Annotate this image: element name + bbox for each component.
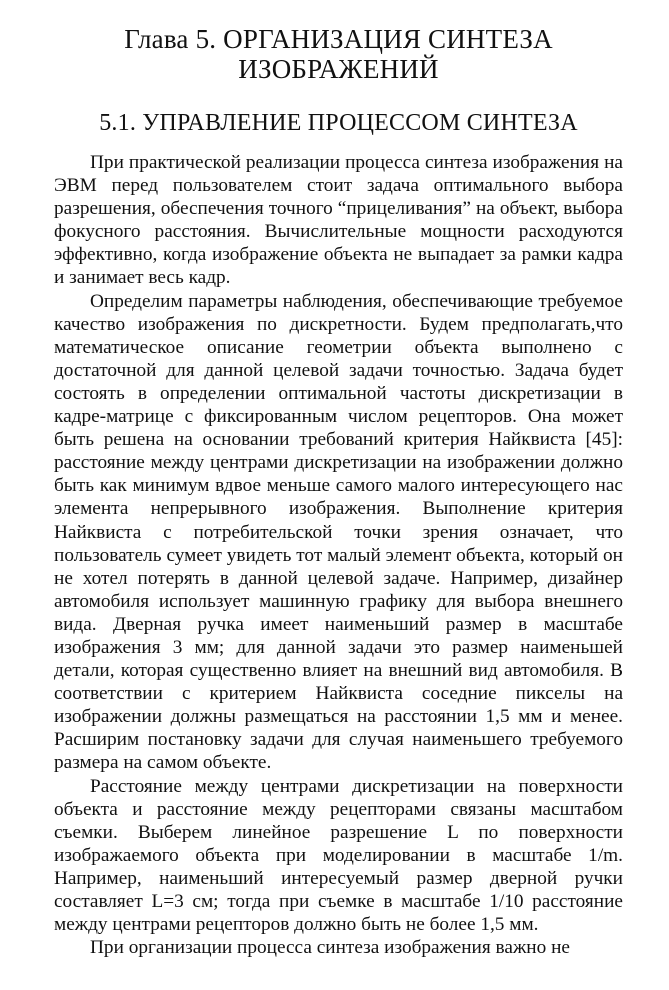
chapter-title-line-2: ИЗОБРАЖЕНИЙ — [238, 54, 439, 84]
chapter-title — [54, 24, 623, 84]
paragraph: При организации процесса синтеза изображения важно не — [90, 937, 570, 959]
chapter-title-line-1: Глава 5. ОРГАНИЗАЦИЯ СИНТЕЗА — [124, 24, 553, 54]
section-title: 5.1. УПРАВЛЕНИЕ ПРОЦЕССОМ СИНТЕЗА — [99, 110, 578, 136]
paragraph: Расстояние между центрами дискретизации на поверхности объекта и расстояние между рецепторами связаны масштабом съемки. Выберем линейное разрешение L по поверхности изображаемого объекта при моделировании в масштабе 1/m. Например, наименьший интересуемый размер дверной ручки составляет L=3 см; тогда при съемке в масштабе 1/10 расстояние между центрами рецепторов должно быть не более 1,5 мм. — [54, 775, 623, 936]
paragraph: Определим параметры наблюдения, обеспечивающие требуемое качество изображения по дискретности. Будем предполагать,что математическое описание геометрии объекта выполнено с достаточной для данной целевой задачи точностью. Задача будет состоять в определении оптимальной частоты дискретизации в кадре-матрице с фиксированным числом рецепторов. Она может быть решена на основании требований критерия Найквиста [45]: расстояние между центрами дискретизации на изображении должно быть как минимум вдвое меньше самого малого интересующего нас элемента непрерывного изображения. Выполнение критерия Найквиста с потребительской точки зрения означает, что пользователь сумеет увидеть тот малый элемент объекта, который он не хотел потерять в данной целевой задаче. Например, дизайнер автомобиля использует машинную графику для выбора внешнего вида. Дверная ручка имеет наименьший размер в масштабе изображения 3 мм; для данной задачи это размер наименьшей детали, которая существенно влияет на внешний вид автомобиля. В соответствии с критерием Найквиста соседние пикселы на изображении должны размещаться на расстоянии 1,5 мм и менее. Расширим постановку задачи для случая наименьшего требуемого размера на самом объекте. — [54, 290, 623, 774]
paragraph: При практической реализации процесса синтеза изображения на ЭВМ перед пользователем стоит задача оптимального выбора разрешения, обеспечения точного “прицеливания” на объект, выбора фокусного расстояния. Вычислительные мощности расходуются эффективно, когда изображение объекта не выпадает за рамки кадра и занимает весь кадр. — [54, 152, 623, 289]
body-text — [54, 151, 623, 959]
